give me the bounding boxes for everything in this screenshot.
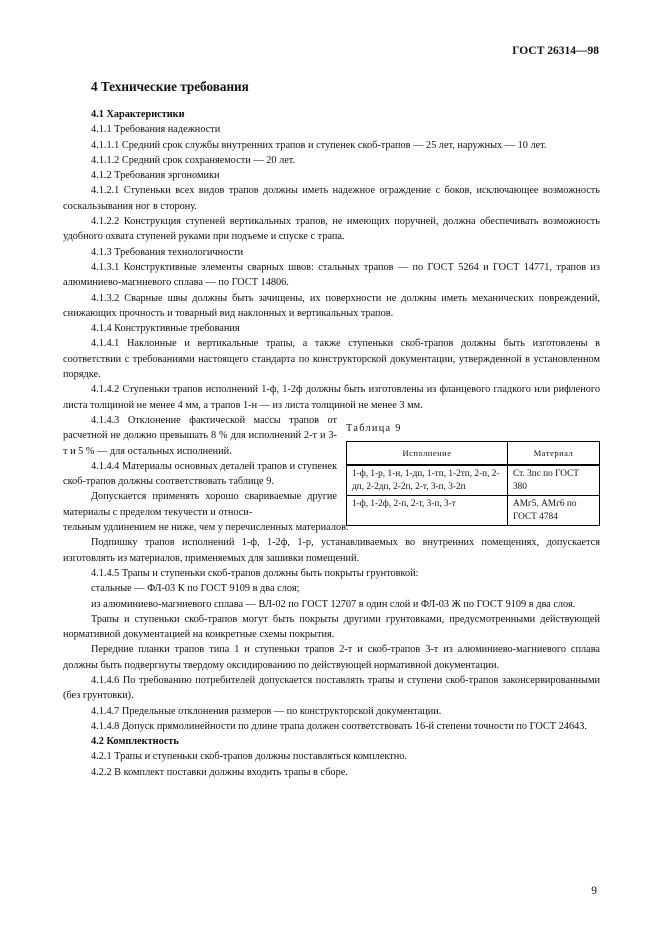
paragraph: стальные — ФЛ-03 К по ГОСТ 9109 в два слоя; bbox=[91, 583, 300, 595]
table-section bbox=[63, 413, 600, 520]
text-block-upper bbox=[63, 107, 600, 413]
paragraph: 4.1.1 Требования надежности bbox=[91, 124, 221, 136]
section-title: 4 Технические требования bbox=[91, 79, 249, 94]
materials-table bbox=[346, 441, 600, 527]
paragraph: 4.2.1 Трапы и ступеньки скоб-трапов должны поставляться комплектно. bbox=[91, 751, 407, 763]
text-block-left-column bbox=[63, 413, 337, 520]
table-row bbox=[347, 465, 600, 496]
table-9 bbox=[346, 421, 600, 527]
table-caption: Таблица 9 bbox=[346, 422, 402, 434]
text-block-lower bbox=[63, 520, 600, 780]
table-cell: Ст. 3пс по ГОСТ 380 bbox=[508, 465, 600, 496]
paragraph: 4.1.2.2 Конструкция ступеней вертикальных трапов, не имеющих поручней, должна обеспечивать возможность удобного охвата ступеней руками при подъеме и спуске с трапа. bbox=[63, 216, 600, 243]
paragraph: 4.1.2 Требования эргономики bbox=[91, 170, 220, 182]
paragraph: 4.1.3 Требования технологичности bbox=[91, 246, 244, 258]
paragraph: 4.2.2 В комплект поставки должны входить трапы в сборе. bbox=[91, 766, 348, 778]
paragraph: 4.1.4.6 По требованию потребителей допускается поставлять трапы и ступени скоб-трапов законсервированными (без грунтовки). bbox=[63, 674, 600, 702]
table-cell: 1-ф, 1-2ф, 2-п, 2-т, 3-п, 3-т bbox=[347, 496, 508, 526]
document-code: ГОСТ 26314—98 bbox=[512, 45, 599, 57]
paragraph: 4.1.4.5 Трапы и ступеньки скоб-трапов должны быть покрыты грунтовкой: bbox=[91, 567, 419, 579]
paragraph: из алюминиево-магниевого сплава — ВЛ-02 по ГОСТ 12707 в один слой и ФЛ-03 Ж по ГОСТ 9109 в два слоя. bbox=[91, 598, 576, 610]
table-header-cell: Исполнение bbox=[347, 441, 508, 465]
paragraph: 4.1.4.8 Допуск прямолинейности по длине трапа должен соответствовать 16-й степени точности по ГОСТ 24643. bbox=[91, 720, 587, 732]
page-number: 9 bbox=[591, 885, 597, 897]
paragraph: 4.1.4.2 Ступеньки трапов исполнений 1-ф, 1-2ф должны быть изготовлены из фланцевого гладкого или рифленого листа толщиной не менее 4 мм, а трапов 1-н — из листа толщиной не менее 3 мм. bbox=[63, 384, 600, 411]
table-header-cell: Материал bbox=[508, 441, 600, 465]
subsection-heading: 4.1 Характеристики bbox=[91, 109, 185, 120]
paragraph: Трапы и ступеньки скоб-трапов могут быть покрыты другими грунтовками, предусмотренными действующей нормативной документацией на конкретные схемы покрытия. bbox=[63, 613, 600, 641]
paragraph: 4.1.4.3 Отклонение фактической массы трапов от расчетной не должно превышать 8 % для исполнений 2-т и 3-т и 5 % — для остальных исполнений. bbox=[63, 414, 337, 457]
paragraph: 4.1.2.1 Ступеньки всех видов трапов должны иметь надежное ограждение с боков, исключающее возможность соскальзывания ног в сторону. bbox=[63, 185, 600, 212]
paragraph: 4.1.3.1 Конструктивные элементы сварных швов: стальных трапов — по ГОСТ 5264 и ГОСТ 14771, трапов из алюминиево-магниевого сплава — по ГОСТ 14806. bbox=[63, 261, 600, 289]
table-cell: 1-ф, 1-р, 1-н, 1-дп, 1-тп, 1-2тп, 2-п, 2-дп, 2-2дп, 2-2п, 2-т, 3-п, 3-2п bbox=[347, 465, 508, 496]
table-cell: АМг5, АМг6 по ГОСТ 4784 bbox=[508, 496, 600, 526]
paragraph: Подпишку трапов исполнений 1-ф, 1-2ф, 1-р, устанавливаемых во внутренних помещениях, допускается изготовлять из материалов, применяемых для зашивки помещений. bbox=[63, 537, 600, 564]
page-content bbox=[63, 74, 600, 780]
paragraph: 4.1.4 Конструктивные требования bbox=[91, 323, 240, 335]
paragraph: 4.1.4.7 Предельные отклонения размеров — по конструкторской документации. bbox=[91, 705, 442, 717]
paragraph: Передние планки трапов типа 1 и ступеньки трапов 2-т и скоб-трапов 3-т из алюминиево-магниевого сплава должны быть подвергнуты твердому оксидированию по действующей нормативной документации. bbox=[63, 644, 600, 671]
paragraph: 4.1.3.2 Сварные швы должны быть зачищены, их поверхности не должны иметь механических повреждений, снижающих прочность и товарный вид наклонных и вертикальных трапов. bbox=[63, 292, 600, 319]
paragraph: 4.1.4.1 Наклонные и вертикальные трапы, а также ступеньки скоб-трапов должны быть изготовлены в соответствии с требованиями настоящего стандарта по конструкторской документации, утвержденной в установленном порядке. bbox=[63, 338, 600, 381]
paragraph: 4.1.1.1 Средний срок службы внутренних трапов и ступенек скоб-трапов — 25 лет, наружных — 10 лет. bbox=[91, 139, 547, 151]
table-row bbox=[347, 496, 600, 526]
paragraph: тельным удлинением не ниже, чем у перечисленных материалов. bbox=[63, 522, 349, 534]
subsection-heading: 4.2 Комплектность bbox=[91, 736, 179, 748]
paragraph: 4.1.1.2 Средний срок сохраняемости — 20 лет. bbox=[91, 154, 296, 166]
paragraph: Допускается применять хорошо свариваемые другие материалы с пределом текучести и относи- bbox=[63, 491, 337, 518]
table-header-row bbox=[347, 441, 600, 465]
paragraph: 4.1.4.4 Материалы основных деталей трапов и ступенек скоб-трапов должны соответствовать таблице 9. bbox=[63, 460, 337, 488]
